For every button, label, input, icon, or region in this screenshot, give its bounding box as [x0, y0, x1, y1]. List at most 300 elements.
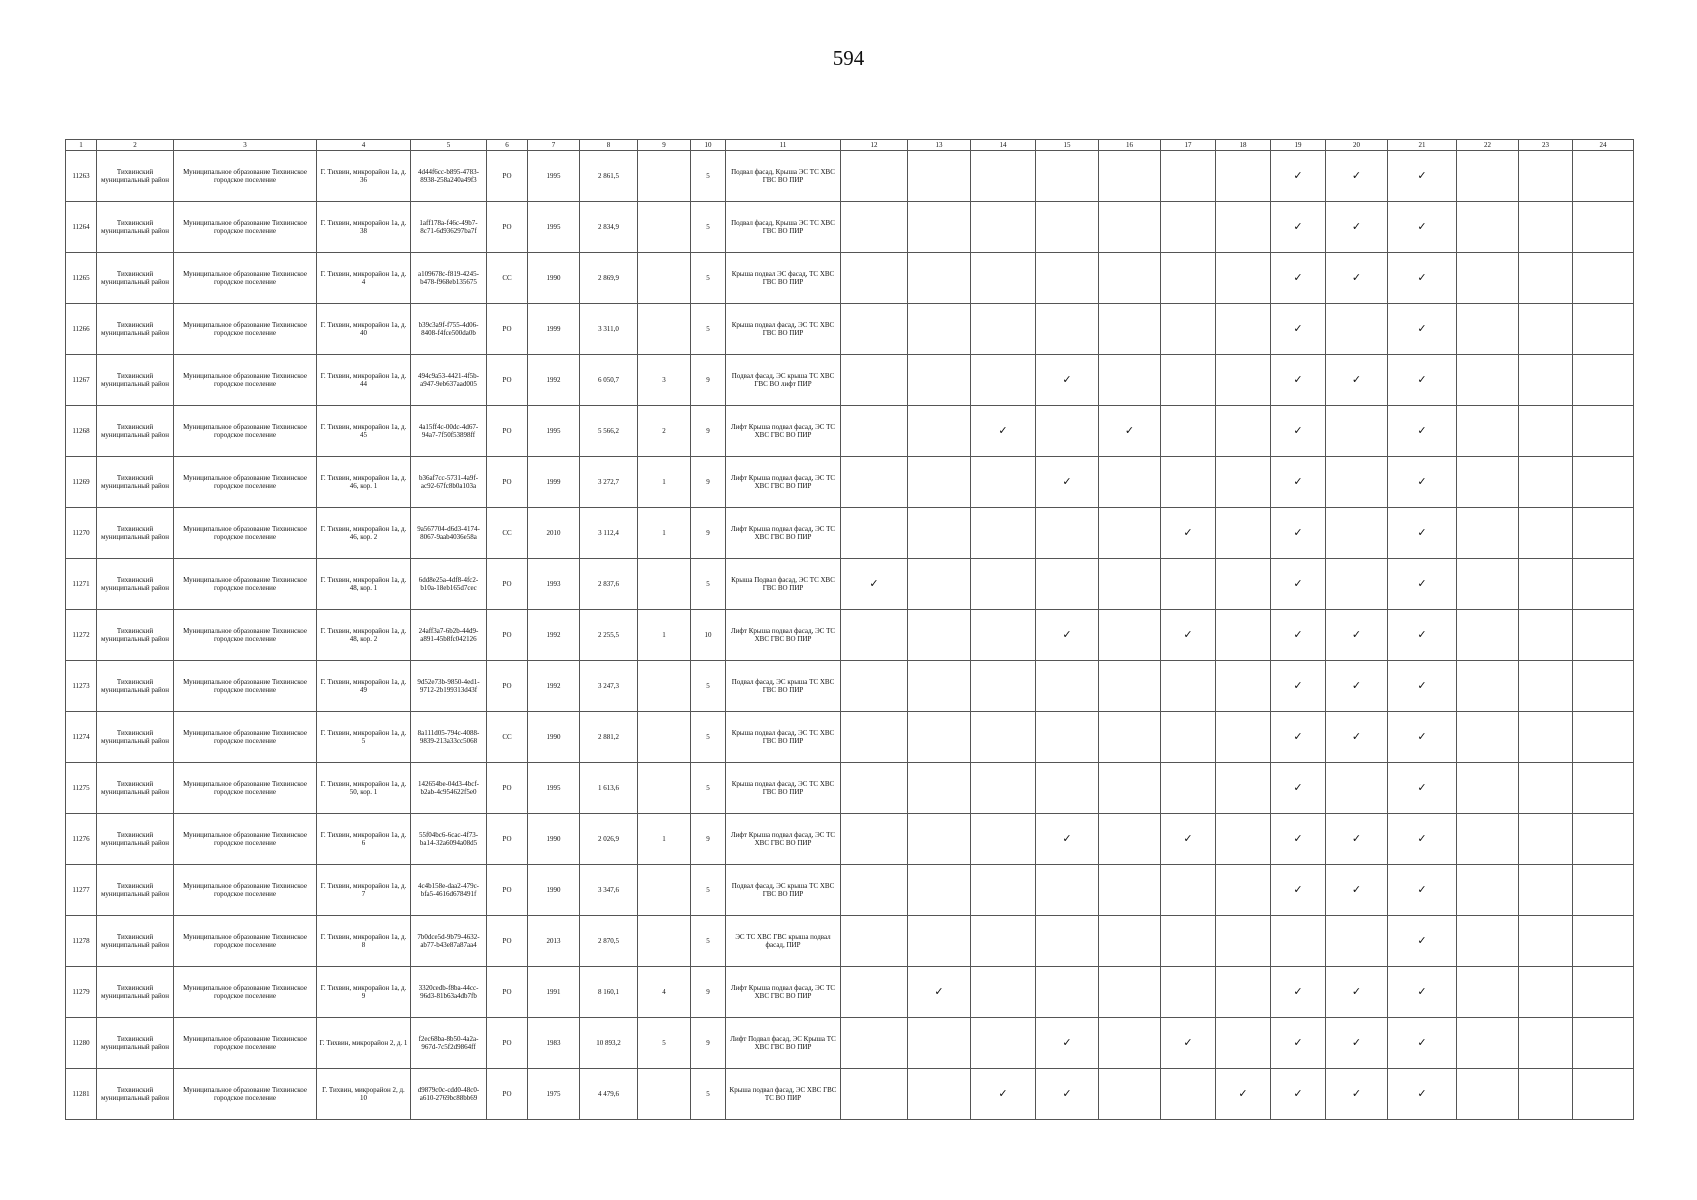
build-year-cell: 1992 — [528, 610, 580, 661]
empty-cell — [841, 712, 908, 763]
house-guid-cell: a109678c-f819-4245-b478-f968eb135675 — [411, 253, 487, 304]
col-10-value-cell: 9 — [691, 355, 726, 406]
empty-cell — [841, 661, 908, 712]
check-mark-cell: ✓ — [1271, 661, 1326, 712]
check-mark-cell: ✓ — [1326, 967, 1388, 1018]
empty-cell — [908, 1018, 971, 1069]
column-number-row — [66, 140, 1634, 151]
house-guid-cell: b36af7cc-5731-4a9f-ac92-67fc8b0a103a — [411, 457, 487, 508]
check-mark-cell: ✓ — [1326, 151, 1388, 202]
empty-cell — [971, 457, 1036, 508]
check-mark-cell: ✓ — [1326, 661, 1388, 712]
column-number-cell: 17 — [1161, 140, 1216, 151]
empty-cell — [908, 916, 971, 967]
check-mark-cell: ✓ — [1326, 610, 1388, 661]
check-mark-cell: ✓ — [1271, 406, 1326, 457]
total-area-cell: 5 566,2 — [580, 406, 638, 457]
table-row — [66, 1018, 1634, 1069]
record-number-cell: 11278 — [66, 916, 97, 967]
ownership-type-cell: РО — [487, 865, 528, 916]
works-list-cell: Крыша подвал фасад, ЭС ТС ХВС ГВС ВО ПИР — [726, 763, 841, 814]
column-number-cell: 18 — [1216, 140, 1271, 151]
address-cell: Г. Тихвин, микрорайон 1а, д. 7 — [317, 865, 411, 916]
empty-cell — [1573, 457, 1634, 508]
total-area-cell: 3 347,6 — [580, 865, 638, 916]
empty-cell — [1519, 763, 1573, 814]
build-year-cell: 1990 — [528, 865, 580, 916]
house-guid-cell: 9d52e73b-9850-4ed1-9712-2b199313d43f — [411, 661, 487, 712]
empty-cell — [1573, 559, 1634, 610]
empty-cell — [1573, 916, 1634, 967]
check-mark-cell: ✓ — [908, 967, 971, 1018]
empty-cell — [1519, 1018, 1573, 1069]
empty-cell — [1099, 712, 1161, 763]
ownership-type-cell: РО — [487, 304, 528, 355]
house-guid-cell: d9879c0c-cdd0-48c0-a610-2769bc88bb69 — [411, 1069, 487, 1120]
column-number-cell: 23 — [1519, 140, 1573, 151]
empty-cell — [1519, 916, 1573, 967]
table-row — [66, 559, 1634, 610]
build-year-cell: 1991 — [528, 967, 580, 1018]
col-9-value-cell — [638, 661, 691, 712]
col-10-value-cell: 9 — [691, 1018, 726, 1069]
works-list-cell: Лифт Крыша подвал фасад, ЭС ТС ХВС ГВС ВО ПИР — [726, 508, 841, 559]
works-list-cell: Крыша подвал фасад, ЭС ХВС ГВС ТС ВО ПИР — [726, 1069, 841, 1120]
check-mark-cell: ✓ — [1161, 1018, 1216, 1069]
empty-cell — [1036, 559, 1099, 610]
empty-cell — [1326, 508, 1388, 559]
district-cell: Тихвинский муниципальный район — [97, 151, 174, 202]
col-9-value-cell — [638, 151, 691, 202]
check-mark-cell: ✓ — [1099, 406, 1161, 457]
check-mark-cell: ✓ — [1036, 1018, 1099, 1069]
address-cell: Г. Тихвин, микрорайон 1а, д. 49 — [317, 661, 411, 712]
empty-cell — [1099, 304, 1161, 355]
house-guid-cell: 4a15ff4c-00dc-4d67-94a7-7f50f53898ff — [411, 406, 487, 457]
empty-cell — [1216, 508, 1271, 559]
empty-cell — [1216, 1018, 1271, 1069]
empty-cell — [1161, 559, 1216, 610]
empty-cell — [841, 763, 908, 814]
address-cell: Г. Тихвин, микрорайон 1а, д. 36 — [317, 151, 411, 202]
district-cell: Тихвинский муниципальный район — [97, 406, 174, 457]
col-10-value-cell: 9 — [691, 508, 726, 559]
total-area-cell: 3 272,7 — [580, 457, 638, 508]
empty-cell — [908, 610, 971, 661]
table-row — [66, 508, 1634, 559]
works-list-cell: Подвал фасад, Крыша ЭС ТС ХВС ГВС ВО ПИР — [726, 151, 841, 202]
empty-cell — [1216, 202, 1271, 253]
empty-cell — [1519, 304, 1573, 355]
check-mark-cell: ✓ — [1326, 1018, 1388, 1069]
empty-cell — [841, 610, 908, 661]
empty-cell — [841, 457, 908, 508]
empty-cell — [1457, 712, 1519, 763]
column-number-cell: 10 — [691, 140, 726, 151]
address-cell: Г. Тихвин, микрорайон 2, д. 1 — [317, 1018, 411, 1069]
empty-cell — [1573, 151, 1634, 202]
district-cell: Тихвинский муниципальный район — [97, 712, 174, 763]
ownership-type-cell: РО — [487, 1018, 528, 1069]
municipality-cell: Муниципальное образование Тихвинское городское поселение — [174, 865, 317, 916]
empty-cell — [1519, 457, 1573, 508]
page-number: 594 — [832, 46, 865, 70]
table-row — [66, 712, 1634, 763]
district-cell: Тихвинский муниципальный район — [97, 1018, 174, 1069]
empty-cell — [841, 1018, 908, 1069]
build-year-cell: 1992 — [528, 661, 580, 712]
municipality-cell: Муниципальное образование Тихвинское городское поселение — [174, 304, 317, 355]
district-cell: Тихвинский муниципальный район — [97, 763, 174, 814]
col-10-value-cell: 5 — [691, 559, 726, 610]
check-mark-cell: ✓ — [1388, 202, 1457, 253]
table-row — [66, 916, 1634, 967]
column-number-cell: 9 — [638, 140, 691, 151]
check-mark-cell: ✓ — [971, 1069, 1036, 1120]
house-guid-cell: 142654be-04d3-4bcf-b2ab-4c954622f5e0 — [411, 763, 487, 814]
table-row — [66, 661, 1634, 712]
col-9-value-cell — [638, 253, 691, 304]
check-mark-cell: ✓ — [1161, 814, 1216, 865]
check-mark-cell: ✓ — [841, 559, 908, 610]
record-number-cell: 11271 — [66, 559, 97, 610]
municipality-cell: Муниципальное образование Тихвинское городское поселение — [174, 1069, 317, 1120]
check-mark-cell: ✓ — [1388, 151, 1457, 202]
col-10-value-cell: 5 — [691, 661, 726, 712]
column-number-cell: 15 — [1036, 140, 1099, 151]
col-9-value-cell: 1 — [638, 610, 691, 661]
empty-cell — [1099, 610, 1161, 661]
column-number-cell: 3 — [174, 140, 317, 151]
check-mark-cell: ✓ — [1388, 508, 1457, 559]
house-guid-cell: f2ec68ba-8b50-4a2a-967d-7c5f2d9864ff — [411, 1018, 487, 1069]
works-list-cell: Лифт Крыша подвал фасад, ЭС ТС ХВС ГВС ВО ПИР — [726, 457, 841, 508]
empty-cell — [1216, 457, 1271, 508]
column-number-cell: 16 — [1099, 140, 1161, 151]
check-mark-cell: ✓ — [1326, 202, 1388, 253]
table-row — [66, 253, 1634, 304]
empty-cell — [1161, 202, 1216, 253]
works-list-cell: Крыша подвал фасад, ЭС ТС ХВС ГВС ВО ПИР — [726, 304, 841, 355]
check-mark-cell: ✓ — [1326, 253, 1388, 304]
works-list-cell: Крыша подвал фасад, ЭС ТС ХВС ГВС ВО ПИР — [726, 712, 841, 763]
check-mark-cell: ✓ — [1271, 304, 1326, 355]
empty-cell — [1036, 763, 1099, 814]
ownership-type-cell: РО — [487, 1069, 528, 1120]
build-year-cell: 1990 — [528, 253, 580, 304]
empty-cell — [1099, 559, 1161, 610]
empty-cell — [971, 610, 1036, 661]
total-area-cell: 2 026,9 — [580, 814, 638, 865]
check-mark-cell: ✓ — [1216, 1069, 1271, 1120]
empty-cell — [1271, 916, 1326, 967]
empty-cell — [841, 406, 908, 457]
district-cell: Тихвинский муниципальный район — [97, 202, 174, 253]
empty-cell — [1326, 457, 1388, 508]
empty-cell — [1161, 916, 1216, 967]
ownership-type-cell: РО — [487, 355, 528, 406]
municipality-cell: Муниципальное образование Тихвинское городское поселение — [174, 406, 317, 457]
municipality-cell: Муниципальное образование Тихвинское городское поселение — [174, 916, 317, 967]
col-9-value-cell: 1 — [638, 814, 691, 865]
empty-cell — [971, 661, 1036, 712]
check-mark-cell: ✓ — [1388, 967, 1457, 1018]
house-guid-cell: b39c3a9f-f755-4d06-8408-f4fce500da0b — [411, 304, 487, 355]
empty-cell — [908, 406, 971, 457]
ownership-type-cell: РО — [487, 814, 528, 865]
col-9-value-cell — [638, 712, 691, 763]
municipality-cell: Муниципальное образование Тихвинское городское поселение — [174, 967, 317, 1018]
empty-cell — [1216, 763, 1271, 814]
empty-cell — [841, 202, 908, 253]
empty-cell — [1099, 814, 1161, 865]
col-9-value-cell: 1 — [638, 508, 691, 559]
empty-cell — [1457, 916, 1519, 967]
total-area-cell: 6 050,7 — [580, 355, 638, 406]
empty-cell — [1099, 355, 1161, 406]
col-9-value-cell: 1 — [638, 457, 691, 508]
build-year-cell: 2010 — [528, 508, 580, 559]
empty-cell — [1457, 508, 1519, 559]
empty-cell — [1519, 559, 1573, 610]
empty-cell — [1519, 508, 1573, 559]
empty-cell — [841, 508, 908, 559]
address-cell: Г. Тихвин, микрорайон 1а, д. 8 — [317, 916, 411, 967]
empty-cell — [1573, 763, 1634, 814]
empty-cell — [1036, 406, 1099, 457]
record-number-cell: 11268 — [66, 406, 97, 457]
empty-cell — [1216, 814, 1271, 865]
col-9-value-cell — [638, 865, 691, 916]
empty-cell — [1457, 661, 1519, 712]
empty-cell — [841, 967, 908, 1018]
build-year-cell: 1999 — [528, 457, 580, 508]
check-mark-cell: ✓ — [1271, 712, 1326, 763]
build-year-cell: 1993 — [528, 559, 580, 610]
address-cell: Г. Тихвин, микрорайон 2, д. 10 — [317, 1069, 411, 1120]
column-number-cell: 4 — [317, 140, 411, 151]
check-mark-cell: ✓ — [1326, 1069, 1388, 1120]
record-number-cell: 11265 — [66, 253, 97, 304]
municipality-cell: Муниципальное образование Тихвинское городское поселение — [174, 559, 317, 610]
empty-cell — [1519, 967, 1573, 1018]
check-mark-cell: ✓ — [1271, 559, 1326, 610]
empty-cell — [1326, 763, 1388, 814]
empty-cell — [1099, 151, 1161, 202]
empty-cell — [1519, 661, 1573, 712]
total-area-cell: 10 893,2 — [580, 1018, 638, 1069]
table-row — [66, 610, 1634, 661]
col-9-value-cell — [638, 763, 691, 814]
col-10-value-cell: 5 — [691, 865, 726, 916]
district-cell: Тихвинский муниципальный район — [97, 457, 174, 508]
check-mark-cell: ✓ — [1388, 814, 1457, 865]
empty-cell — [1216, 406, 1271, 457]
column-number-cell: 1 — [66, 140, 97, 151]
col-9-value-cell — [638, 1069, 691, 1120]
works-list-cell: Крыша Подвал фасад, ЭС ТС ХВС ГВС ВО ПИР — [726, 559, 841, 610]
check-mark-cell: ✓ — [1388, 610, 1457, 661]
empty-cell — [971, 1018, 1036, 1069]
empty-cell — [1216, 865, 1271, 916]
empty-cell — [1326, 559, 1388, 610]
empty-cell — [841, 1069, 908, 1120]
ownership-type-cell: РО — [487, 763, 528, 814]
empty-cell — [1573, 865, 1634, 916]
total-area-cell: 2 834,9 — [580, 202, 638, 253]
empty-cell — [908, 1069, 971, 1120]
empty-cell — [1099, 763, 1161, 814]
district-cell: Тихвинский муниципальный район — [97, 865, 174, 916]
check-mark-cell: ✓ — [1271, 253, 1326, 304]
empty-cell — [971, 967, 1036, 1018]
empty-cell — [1573, 253, 1634, 304]
column-number-cell: 24 — [1573, 140, 1634, 151]
empty-cell — [1573, 406, 1634, 457]
empty-cell — [1573, 1069, 1634, 1120]
col-9-value-cell: 4 — [638, 967, 691, 1018]
empty-cell — [1573, 967, 1634, 1018]
empty-cell — [1099, 508, 1161, 559]
empty-cell — [1036, 661, 1099, 712]
column-number-cell: 20 — [1326, 140, 1388, 151]
check-mark-cell: ✓ — [1271, 967, 1326, 1018]
check-mark-cell: ✓ — [1271, 1069, 1326, 1120]
empty-cell — [1216, 151, 1271, 202]
works-list-cell: Лифт Крыша подвал фасад, ЭС ТС ХВС ГВС ВО ПИР — [726, 610, 841, 661]
record-number-cell: 11269 — [66, 457, 97, 508]
ownership-type-cell: РО — [487, 916, 528, 967]
empty-cell — [1457, 151, 1519, 202]
build-year-cell: 1995 — [528, 202, 580, 253]
check-mark-cell: ✓ — [1161, 508, 1216, 559]
empty-cell — [908, 559, 971, 610]
address-cell: Г. Тихвин, микрорайон 1а, д. 44 — [317, 355, 411, 406]
total-area-cell: 2 861,5 — [580, 151, 638, 202]
check-mark-cell: ✓ — [1271, 202, 1326, 253]
col-9-value-cell — [638, 916, 691, 967]
check-mark-cell: ✓ — [1388, 457, 1457, 508]
address-cell: Г. Тихвин, микрорайон 1а, д. 9 — [317, 967, 411, 1018]
district-cell: Тихвинский муниципальный район — [97, 304, 174, 355]
table-row — [66, 304, 1634, 355]
address-cell: Г. Тихвин, микрорайон 1а, д. 38 — [317, 202, 411, 253]
col-10-value-cell: 5 — [691, 1069, 726, 1120]
district-cell: Тихвинский муниципальный район — [97, 661, 174, 712]
empty-cell — [1099, 1069, 1161, 1120]
address-cell: Г. Тихвин, микрорайон 1а, д. 45 — [317, 406, 411, 457]
check-mark-cell: ✓ — [1388, 559, 1457, 610]
check-mark-cell: ✓ — [1326, 355, 1388, 406]
check-mark-cell: ✓ — [1036, 1069, 1099, 1120]
col-10-value-cell: 5 — [691, 712, 726, 763]
ownership-type-cell: РО — [487, 559, 528, 610]
empty-cell — [1099, 202, 1161, 253]
empty-cell — [971, 559, 1036, 610]
check-mark-cell: ✓ — [1271, 508, 1326, 559]
empty-cell — [1161, 763, 1216, 814]
check-mark-cell: ✓ — [1271, 457, 1326, 508]
empty-cell — [1161, 253, 1216, 304]
col-10-value-cell: 5 — [691, 763, 726, 814]
empty-cell — [1099, 967, 1161, 1018]
empty-cell — [1457, 559, 1519, 610]
empty-cell — [1099, 916, 1161, 967]
col-9-value-cell — [638, 202, 691, 253]
empty-cell — [841, 151, 908, 202]
ownership-type-cell: СС — [487, 253, 528, 304]
build-year-cell: 1990 — [528, 712, 580, 763]
empty-cell — [1457, 304, 1519, 355]
col-9-value-cell: 2 — [638, 406, 691, 457]
house-guid-cell: 6dd8e25a-4df8-4fc2-b10a-18eb165d7cec — [411, 559, 487, 610]
works-list-cell: Крыша подвал ЭС фасад, ТС ХВС ГВС ВО ПИР — [726, 253, 841, 304]
empty-cell — [1573, 1018, 1634, 1069]
empty-cell — [908, 763, 971, 814]
ownership-type-cell: РО — [487, 202, 528, 253]
house-guid-cell: 1aff178a-f46c-49b7-8c71-6d936297ba7f — [411, 202, 487, 253]
empty-cell — [1036, 151, 1099, 202]
empty-cell — [971, 355, 1036, 406]
col-10-value-cell: 9 — [691, 457, 726, 508]
empty-cell — [1161, 151, 1216, 202]
empty-cell — [1573, 355, 1634, 406]
column-number-cell: 22 — [1457, 140, 1519, 151]
address-cell: Г. Тихвин, микрорайон 1а, д. 48, кор. 1 — [317, 559, 411, 610]
empty-cell — [908, 355, 971, 406]
empty-cell — [1161, 1069, 1216, 1120]
empty-cell — [1161, 712, 1216, 763]
check-mark-cell: ✓ — [1036, 610, 1099, 661]
empty-cell — [1036, 712, 1099, 763]
works-list-cell: Подвал фасад, ЭС крыша ТС ХВС ГВС ВО лифт ПИР — [726, 355, 841, 406]
empty-cell — [971, 202, 1036, 253]
total-area-cell: 2 837,6 — [580, 559, 638, 610]
total-area-cell: 4 479,6 — [580, 1069, 638, 1120]
check-mark-cell: ✓ — [1388, 661, 1457, 712]
col-10-value-cell: 5 — [691, 304, 726, 355]
address-cell: Г. Тихвин, микрорайон 1а, д. 4 — [317, 253, 411, 304]
check-mark-cell: ✓ — [1036, 814, 1099, 865]
empty-cell — [1161, 406, 1216, 457]
empty-cell — [1457, 406, 1519, 457]
empty-cell — [1216, 967, 1271, 1018]
record-number-cell: 11266 — [66, 304, 97, 355]
empty-cell — [1099, 1018, 1161, 1069]
empty-cell — [1519, 712, 1573, 763]
house-guid-cell: 3320cedb-f8ba-44cc-96d3-81b63a4db7fb — [411, 967, 487, 1018]
record-number-cell: 11267 — [66, 355, 97, 406]
municipality-cell: Муниципальное образование Тихвинское городское поселение — [174, 151, 317, 202]
build-year-cell: 1995 — [528, 151, 580, 202]
district-cell: Тихвинский муниципальный район — [97, 355, 174, 406]
empty-cell — [1216, 355, 1271, 406]
municipality-cell: Муниципальное образование Тихвинское городское поселение — [174, 457, 317, 508]
record-number-cell: 11263 — [66, 151, 97, 202]
empty-cell — [1036, 916, 1099, 967]
empty-cell — [1457, 355, 1519, 406]
works-list-cell: Лифт Подвал фасад, ЭС Крыша ТС ХВС ГВС ВО ПИР — [726, 1018, 841, 1069]
empty-cell — [908, 253, 971, 304]
build-year-cell: 1999 — [528, 304, 580, 355]
total-area-cell: 2 255,5 — [580, 610, 638, 661]
empty-cell — [1161, 967, 1216, 1018]
build-year-cell: 1995 — [528, 763, 580, 814]
check-mark-cell: ✓ — [1326, 712, 1388, 763]
table-row — [66, 967, 1634, 1018]
record-number-cell: 11275 — [66, 763, 97, 814]
house-guid-cell: 494c9a53-4421-4f5b-a947-9eb637aad005 — [411, 355, 487, 406]
